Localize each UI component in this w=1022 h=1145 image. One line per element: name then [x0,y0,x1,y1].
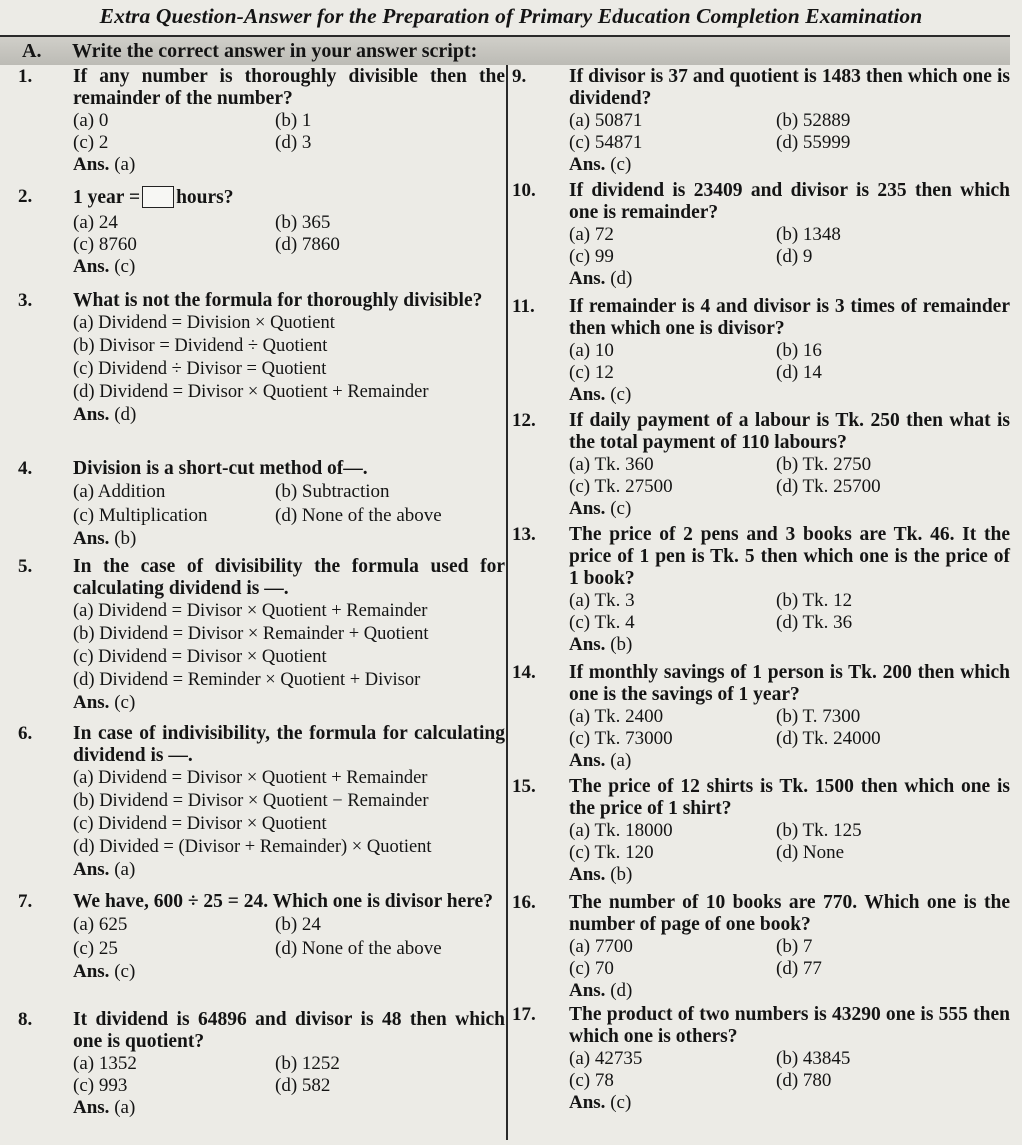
option-b: (b) Tk. 2750 [776,454,872,475]
option-c: (c) 70 [569,958,614,979]
option-a: (a) 50871 [569,110,643,131]
option-c: (c) 8760 [73,234,137,255]
option-a: (a) Addition [73,481,166,502]
question-5 [0,556,505,723]
option-d: (d) Tk. 24000 [776,728,881,749]
question-text: In the case of divisibility the formula used for calculating dividend is —. [73,556,505,599]
option-b: (b) 1252 [275,1053,340,1074]
option-a: (a) Dividend = Division × Quotient [73,313,335,333]
question-text: If any number is thoroughly divisible then the remainder of the number? [73,66,505,109]
option-c: (c) 25 [73,938,118,959]
option-d: (d) 55999 [776,132,851,153]
question-number: 16. [512,892,536,913]
answer: Ans. (d) [569,980,633,1001]
question-7 [0,891,505,1009]
answer: Ans. (a) [73,1097,136,1118]
question-number: 9. [512,66,527,87]
question-3 [0,290,505,458]
answer-blank-box[interactable] [142,186,174,208]
option-c: (c) Tk. 73000 [569,728,673,749]
option-b: (b) Dividend = Divisor × Remainder + Quotient [73,624,429,644]
answer: Ans. (b) [569,634,633,655]
question-2 [0,186,505,290]
option-b: (b) Dividend = Divisor × Quotient − Remainder [73,791,429,811]
option-b: (b) Tk. 125 [776,820,862,841]
option-c: (c) 54871 [569,132,643,153]
question-number: 2. [18,186,33,207]
question-text: The number of 10 books are 770. Which one is the number of page of one book? [569,892,1010,935]
answer: Ans. (c) [73,961,136,982]
question-text: The product of two numbers is 43290 one is 555 then which one is others? [569,1004,1010,1047]
answer: Ans. (c) [569,498,632,519]
question-text: If remainder is 4 and divisor is 3 times of remainder then which one is divisor? [569,296,1010,339]
question-number: 8. [18,1009,33,1030]
question-14 [510,662,1010,776]
question-number: 5. [18,556,33,577]
option-d: (d) Dividend = Divisor × Quotient + Remainder [73,382,429,402]
answer: Ans. (c) [73,692,136,713]
option-a: (a) Dividend = Divisor × Quotient + Remainder [73,768,428,788]
option-b: (b) 1 [275,110,312,131]
option-d: (d) Dividend = Reminder × Quotient + Divisor [73,670,421,690]
option-d: (d) 9 [776,246,813,267]
option-b: (b) 52889 [776,110,851,131]
question-text: The price of 12 shirts is Tk. 1500 then which one is the price of 1 shirt? [569,776,1010,819]
option-a: (a) 10 [569,340,614,361]
answer: Ans. (c) [569,1092,632,1113]
option-c: (c) Dividend = Divisor × Quotient [73,814,327,834]
option-a: (a) 7700 [569,936,633,957]
option-c: (c) Tk. 120 [569,842,654,863]
option-c: (c) 12 [569,362,614,383]
answer: Ans. (c) [73,256,136,277]
option-a: (a) Dividend = Divisor × Quotient + Remainder [73,601,428,621]
option-a: (a) 72 [569,224,614,245]
option-c: (c) Dividend ÷ Divisor = Quotient [73,359,327,379]
answer: Ans. (a) [73,859,136,880]
option-c: (c) 993 [73,1075,128,1096]
question-12 [510,410,1010,524]
question-text: It dividend is 64896 and divisor is 48 then which one is quotient? [73,1009,505,1052]
option-b: (b) Tk. 12 [776,590,853,611]
question-text: 1 year = hours? [73,187,234,208]
question-text: If monthly savings of 1 person is Tk. 200 then which one is the savings of 1 year? [569,662,1010,705]
answer: Ans. (d) [569,268,633,289]
option-d: (d) None of the above [275,505,442,526]
answer: Ans. (d) [73,404,137,425]
answer: Ans. (b) [569,864,633,885]
option-a: (a) 625 [73,914,128,935]
option-a: (a) Tk. 18000 [569,820,673,841]
option-d: (d) 582 [275,1075,331,1096]
option-c: (c) Dividend = Divisor × Quotient [73,647,327,667]
question-number: 14. [512,662,536,683]
option-d: (d) 3 [275,132,312,153]
option-d: (d) 780 [776,1070,832,1091]
question-text: The price of 2 pens and 3 books are Tk. 46. It the price of 1 pen is Tk. 5 then which one is the price of 1 book? [569,524,1010,589]
question-4 [0,458,505,556]
option-d: (d) 77 [776,958,822,979]
option-a: (a) 1352 [73,1053,137,1074]
question-text: Division is a short-cut method of—. [73,458,368,479]
section-instruction: Write the correct answer in your answer script: [72,40,478,62]
option-c: (c) Tk. 27500 [569,476,673,497]
question-text: What is not the formula for thoroughly divisible? [73,290,483,311]
option-b: (b) 1348 [776,224,841,245]
option-d: (d) Divided = (Divisor + Remainder) × Quotient [73,837,432,857]
question-text: If daily payment of a labour is Tk. 250 then what is the total payment of 110 labours? [569,410,1010,453]
answer: Ans. (c) [569,384,632,405]
option-d: (d) 14 [776,362,822,383]
option-b: (b) 16 [776,340,822,361]
answer: Ans. (a) [73,154,136,175]
question-number: 15. [512,776,536,797]
question-17 [510,1004,1010,1118]
question-number: 7. [18,891,33,912]
option-d: (d) Tk. 36 [776,612,853,633]
question-10 [510,180,1010,296]
option-c: (c) Tk. 4 [569,612,635,633]
option-a: (a) 0 [73,110,109,131]
option-c: (c) Multiplication [73,505,208,526]
option-b: (b) 24 [275,914,321,935]
question-number: 12. [512,410,536,431]
answer: Ans. (c) [569,154,632,175]
question-number: 17. [512,1004,536,1025]
option-c: (c) 78 [569,1070,614,1091]
option-d: (d) None [776,842,845,863]
option-b: (b) 7 [776,936,813,957]
question-text: If dividend is 23409 and divisor is 235 then which one is remainder? [569,180,1010,223]
answer: Ans. (b) [73,528,137,549]
question-15 [510,776,1010,892]
question-number: 3. [18,290,33,311]
section-header [0,35,1010,65]
column-divider [506,65,508,1140]
question-number: 11. [512,296,535,317]
question-1 [0,66,505,186]
question-text: If divisor is 37 and quotient is 1483 then which one is dividend? [569,66,1010,109]
left-column [0,66,505,1127]
option-b: (b) T. 7300 [776,706,861,727]
option-d: (d) Tk. 25700 [776,476,881,497]
question-text: In case of indivisibility, the formula for calculating dividend is —. [73,723,505,766]
option-c: (c) 99 [569,246,614,267]
question-8 [0,1009,505,1127]
question-9 [510,66,1010,180]
option-d: (d) 7860 [275,234,340,255]
option-b: (b) 43845 [776,1048,851,1069]
option-a: (a) 24 [73,212,118,233]
question-number: 4. [18,458,33,479]
option-a: (a) Tk. 360 [569,454,654,475]
answer: Ans. (a) [569,750,632,771]
option-b: (b) Subtraction [275,481,390,502]
question-number: 13. [512,524,536,545]
question-number: 6. [18,723,33,744]
question-6 [0,723,505,891]
option-a: (a) 42735 [569,1048,643,1069]
question-number: 10. [512,180,536,201]
option-a: (a) Tk. 3 [569,590,635,611]
right-column [510,66,1010,1118]
option-a: (a) Tk. 2400 [569,706,664,727]
question-number: 1. [18,66,33,87]
question-text: We have, 600 ÷ 25 = 24. Which one is divisor here? [73,891,493,912]
question-13 [510,524,1010,662]
option-d: (d) None of the above [275,938,442,959]
question-11 [510,296,1010,410]
option-b: (b) 365 [275,212,331,233]
option-c: (c) 2 [73,132,109,153]
question-16 [510,892,1010,1004]
option-b: (b) Divisor = Dividend ÷ Quotient [73,336,328,356]
document-title: Extra Question-Answer for the Preparation of Primary Education Completion Examination [99,4,923,28]
section-letter: A. [22,40,42,62]
